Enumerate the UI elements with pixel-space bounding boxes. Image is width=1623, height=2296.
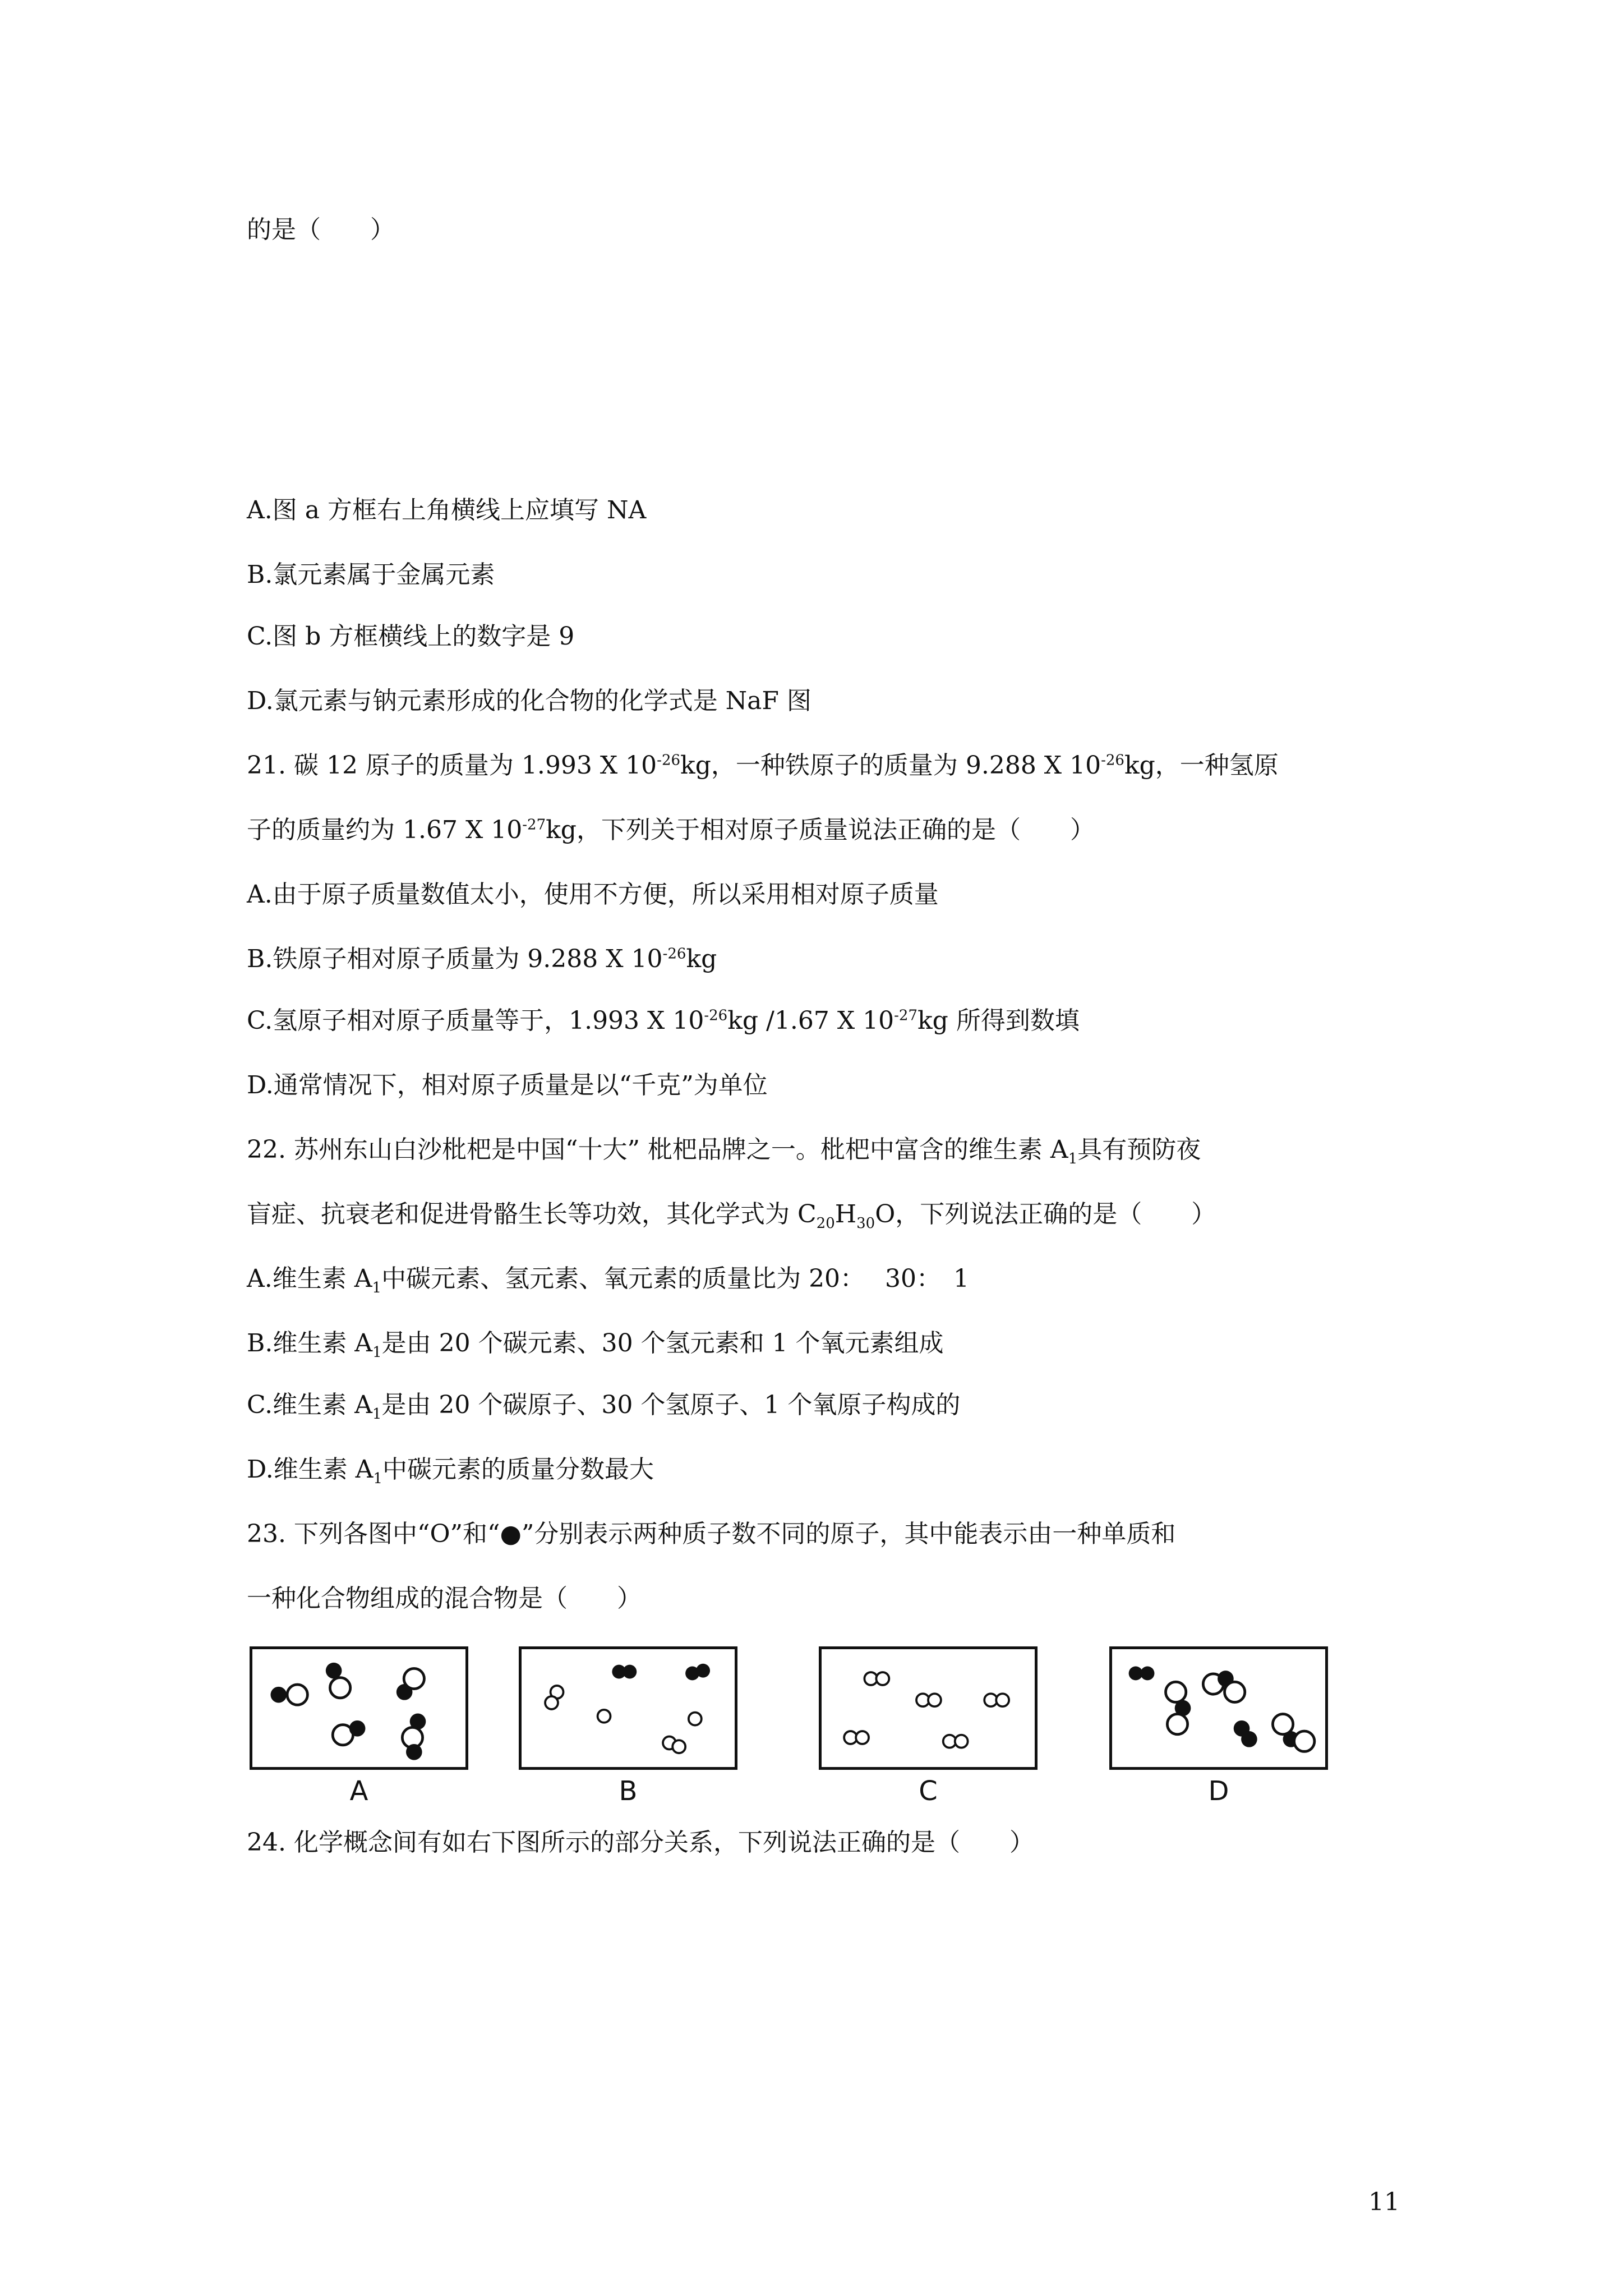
- q20-tail: 的是（ ）: [247, 215, 395, 244]
- q23-figure-label-a: A: [349, 1775, 368, 1807]
- q22-option-a: A.维生素 $A_1$中碳元素、氢元素、氧元素的质量比为 20： 30： 1: [247, 1264, 970, 1296]
- q23-figure-label-b: B: [619, 1775, 638, 1807]
- atom-open: [996, 1694, 1009, 1706]
- atom-open: [287, 1685, 307, 1705]
- q22-stem-line2: 盲症、抗衰老和促进骨骼生长等功效，其化学式为 $C_{20}H_{30}O$，下列说法正确的是（ ）: [247, 1200, 1216, 1232]
- atom-filled: [696, 1664, 710, 1678]
- atom-filled: [271, 1687, 287, 1703]
- atom-open: [1167, 1714, 1187, 1734]
- atom-open: [1225, 1682, 1245, 1702]
- q21-option-a: A.由于原子质量数值太小，使用不方便，所以采用相对原子质量: [247, 880, 939, 909]
- atom-filled: [1241, 1731, 1257, 1747]
- q21-option-d: D.通常情况下，相对原子质量是以“千克”为单位: [247, 1071, 768, 1099]
- atom-open: [330, 1678, 350, 1698]
- atom-open: [1294, 1731, 1315, 1751]
- atom-filled: [349, 1720, 366, 1737]
- page-number: 11: [1368, 2188, 1400, 2216]
- q23-figure-b: [519, 1646, 737, 1770]
- atom-open: [404, 1668, 424, 1688]
- q23-stem-line1: 23. 下列各图中“O”和“●”分别表示两种质子数不同的原子，其中能表示由一种单质和: [247, 1520, 1176, 1548]
- atom-open: [598, 1710, 611, 1723]
- atom-filled: [623, 1665, 637, 1679]
- atom-open: [856, 1731, 869, 1744]
- q23-figure-d: [1109, 1646, 1328, 1770]
- q21-option-c: C.氢原子相对原子质量等于，1.993 X $10^{-26}kg$ /1.67 X $10^{-27}kg$ 所得到数填: [247, 1006, 1080, 1035]
- atom-open: [955, 1735, 968, 1748]
- q20-option-d: D.氯元素与钠元素形成的化合物的化学式是 NaF 图: [247, 687, 811, 715]
- q20-option-a: A.图 a 方框右上角横线上应填写 NA: [247, 496, 647, 524]
- q23-figure-a: [250, 1646, 468, 1770]
- q20-option-b: B.氯元素属于金属元素: [247, 560, 495, 589]
- q21-stem-line1: 21. 碳 12 原子的质量为 1.993 X $10^{-26}kg$，一种铁原子的质量为 9.288 X $10^{-26}kg$，一种氢原: [247, 751, 1279, 780]
- q22-option-d: D.维生素 $A_1$中碳元素的质量分数最大: [247, 1455, 654, 1487]
- atom-open: [928, 1694, 941, 1706]
- q21-stem-line2: 子的质量约为 1.67 X $10^{-27}kg$，下列关于相对原子质量说法正确的是（ ）: [247, 816, 1095, 844]
- atom-filled: [326, 1663, 342, 1679]
- atom-open: [876, 1672, 889, 1685]
- q23-figure-label-c: C: [919, 1775, 938, 1807]
- q22-option-c: C.维生素 $A_1$是由 20 个碳原子、30 个氢原子、1 个氧原子构成的: [247, 1391, 961, 1423]
- q23-figure-label-d: D: [1208, 1775, 1229, 1807]
- q21-option-b: B.铁原子相对原子质量为 9.288 X $10^{-26}kg$: [247, 945, 717, 973]
- atom-open: [545, 1696, 558, 1709]
- atom-filled: [406, 1744, 422, 1760]
- q24-stem: 24. 化学概念间有如右下图所示的部分关系，下列说法正确的是（ ）: [247, 1828, 1034, 1857]
- atom-open: [689, 1713, 702, 1726]
- q23-figure-c: [819, 1646, 1038, 1770]
- atom-filled: [1141, 1667, 1155, 1681]
- atom-open: [1166, 1682, 1186, 1702]
- q20-option-c: C.图 b 方框横线上的数字是 9: [247, 622, 575, 651]
- q22-stem-line1: 22. 苏州东山白沙枇杷是中国“十大” 枇杷品牌之一。枇杷中富含的维生素 $A_1$具有预防夜: [247, 1135, 1201, 1167]
- q23-stem-line2: 一种化合物组成的混合物是（ ）: [247, 1584, 642, 1613]
- atom-open: [672, 1740, 685, 1753]
- q22-option-b: B.维生素 $A_1$是由 20 个碳元素、30 个氢元素和 1 个氧元素组成: [247, 1329, 944, 1361]
